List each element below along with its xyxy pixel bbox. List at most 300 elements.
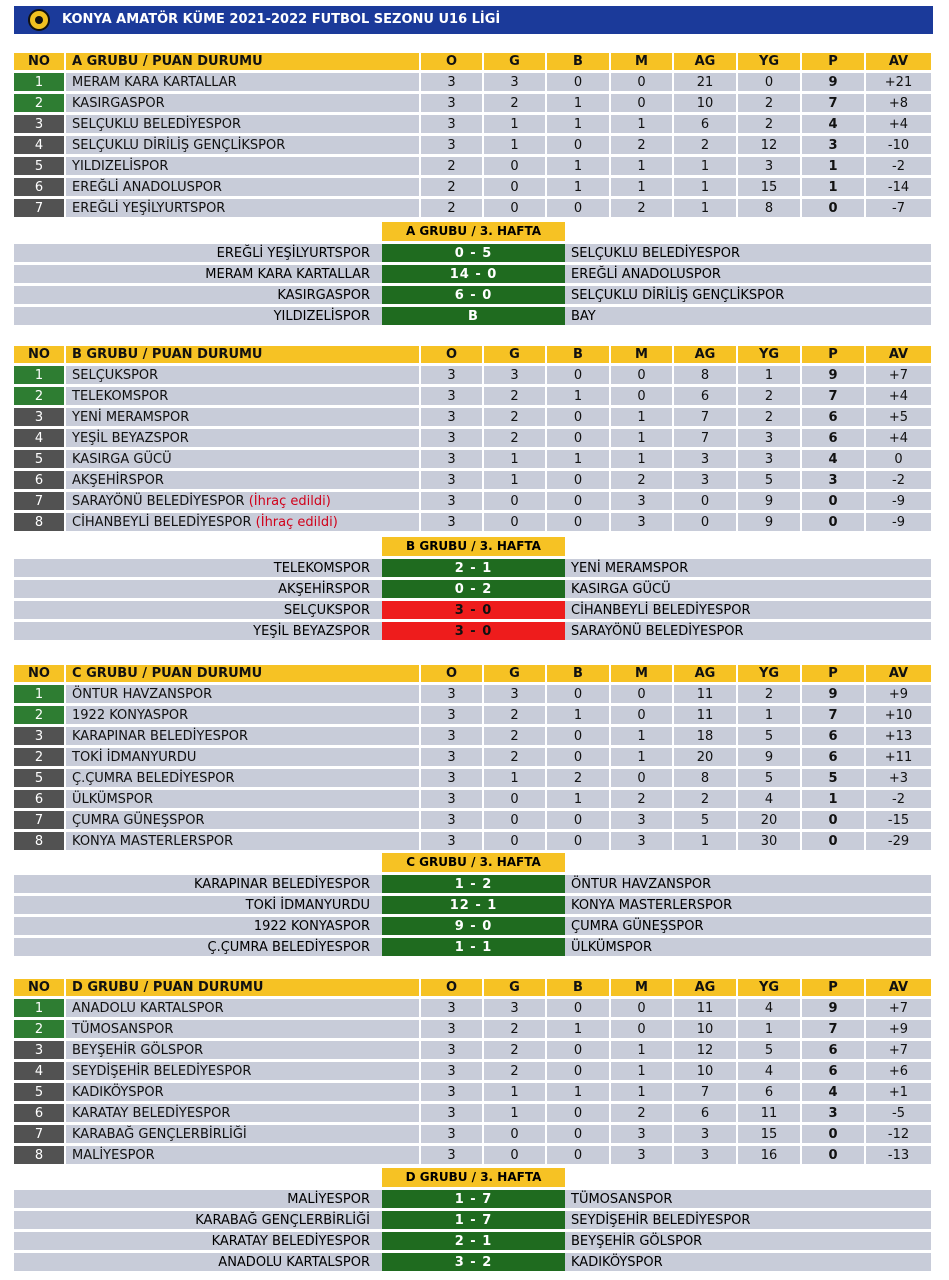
stat-cell-p: 9	[800, 73, 864, 91]
stat-cell-m: 0	[609, 1020, 672, 1038]
stat-cell-av: +11	[864, 748, 931, 766]
stat-cell-av: +7	[864, 999, 931, 1017]
home-team: YILDIZELİSPOR	[14, 307, 382, 325]
stat-cell-m: 1	[609, 429, 672, 447]
stat-cell-b: 1	[545, 790, 609, 808]
rank-cell: 4	[14, 429, 64, 447]
stat-cell-yg: 2	[736, 94, 800, 112]
match-row	[14, 601, 931, 619]
stat-cell-yg: 1	[736, 1020, 800, 1038]
match-row	[14, 286, 931, 304]
team-name-cell: ÜLKÜMSPOR	[64, 790, 419, 808]
match-score: 0 - 5	[382, 244, 565, 262]
rank-cell: 5	[14, 769, 64, 787]
column-header: NO	[14, 346, 64, 363]
column-header: M	[609, 53, 672, 70]
stat-cell-ag: 6	[672, 115, 736, 133]
stat-cell-ag: 10	[672, 1020, 736, 1038]
column-header: G	[482, 665, 545, 682]
stat-cell-yg: 11	[736, 1104, 800, 1122]
stat-cell-o: 3	[419, 94, 482, 112]
match-row	[14, 1211, 931, 1229]
stat-cell-m: 3	[609, 1146, 672, 1164]
stat-cell-p: 6	[800, 727, 864, 745]
away-team: ÇUMRA GÜNEŞSPOR	[565, 917, 931, 935]
stat-cell-av: -2	[864, 790, 931, 808]
stat-cell-yg: 9	[736, 492, 800, 510]
table-row	[14, 1125, 931, 1143]
stat-cell-o: 3	[419, 1062, 482, 1080]
stat-cell-av: +3	[864, 769, 931, 787]
stat-cell-b: 0	[545, 1041, 609, 1059]
match-score: B	[382, 307, 565, 325]
stat-cell-o: 3	[419, 513, 482, 531]
stat-cell-o: 3	[419, 136, 482, 154]
column-header: O	[419, 979, 482, 996]
team-name-cell: KADIKÖYSPOR	[64, 1083, 419, 1101]
stat-cell-o: 3	[419, 1146, 482, 1164]
stat-cell-m: 2	[609, 471, 672, 489]
match-score: 1 - 7	[382, 1211, 565, 1229]
stat-cell-o: 3	[419, 706, 482, 724]
stat-cell-p: 0	[800, 1146, 864, 1164]
stat-cell-b: 0	[545, 811, 609, 829]
home-team: TELEKOMSPOR	[14, 559, 382, 577]
stat-cell-p: 9	[800, 366, 864, 384]
table-row	[14, 1146, 931, 1164]
stat-cell-g: 2	[482, 1041, 545, 1059]
stat-cell-b: 0	[545, 366, 609, 384]
stat-cell-ag: 20	[672, 748, 736, 766]
rank-cell: 2	[14, 748, 64, 766]
table-row	[14, 832, 931, 850]
match-row	[14, 1253, 931, 1271]
stat-cell-yg: 5	[736, 1041, 800, 1059]
stat-cell-m: 0	[609, 387, 672, 405]
stat-cell-b: 0	[545, 1146, 609, 1164]
stat-cell-g: 0	[482, 199, 545, 217]
team-name-cell: SELÇUKLU DİRİLİŞ GENÇLİKSPOR	[64, 136, 419, 154]
home-team: MALİYESPOR	[14, 1190, 382, 1208]
match-row	[14, 896, 931, 914]
stat-cell-b: 1	[545, 178, 609, 196]
stat-cell-yg: 20	[736, 811, 800, 829]
away-team: SELÇUKLU BELEDİYESPOR	[565, 244, 931, 262]
table-row	[14, 748, 931, 766]
table-row	[14, 115, 931, 133]
stat-cell-o: 2	[419, 199, 482, 217]
away-team: CİHANBEYLİ BELEDİYESPOR	[565, 601, 931, 619]
stat-cell-p: 7	[800, 706, 864, 724]
stat-cell-av: -14	[864, 178, 931, 196]
match-row	[14, 875, 931, 893]
stat-cell-b: 0	[545, 73, 609, 91]
stat-cell-o: 3	[419, 832, 482, 850]
stat-cell-yg: 4	[736, 999, 800, 1017]
stat-cell-yg: 8	[736, 199, 800, 217]
results-table	[14, 872, 931, 959]
column-header: AG	[672, 53, 736, 70]
standings-header-row	[14, 53, 931, 70]
stat-cell-g: 0	[482, 1146, 545, 1164]
home-team: AKŞEHİRSPOR	[14, 580, 382, 598]
group-header: D GRUBU / PUAN DURUMU	[64, 979, 419, 996]
stat-cell-b: 0	[545, 136, 609, 154]
stat-cell-b: 0	[545, 471, 609, 489]
column-header: NO	[14, 979, 64, 996]
stat-cell-m: 3	[609, 811, 672, 829]
table-row	[14, 727, 931, 745]
table-row	[14, 1062, 931, 1080]
stat-cell-p: 7	[800, 387, 864, 405]
stat-cell-g: 3	[482, 999, 545, 1017]
table-row	[14, 136, 931, 154]
page-title-bar	[14, 6, 933, 34]
stat-cell-g: 2	[482, 706, 545, 724]
table-row	[14, 408, 931, 426]
stat-cell-o: 3	[419, 811, 482, 829]
team-name-cell: MALİYESPOR	[64, 1146, 419, 1164]
team-name-cell: SELÇUKSPOR	[64, 366, 419, 384]
stat-cell-g: 2	[482, 1020, 545, 1038]
stat-cell-g: 1	[482, 115, 545, 133]
table-row	[14, 999, 931, 1017]
match-score: 9 - 0	[382, 917, 565, 935]
league-logo-icon	[28, 9, 50, 31]
stat-cell-yg: 12	[736, 136, 800, 154]
stat-cell-ag: 8	[672, 366, 736, 384]
stat-cell-o: 3	[419, 492, 482, 510]
stat-cell-o: 3	[419, 748, 482, 766]
stat-cell-p: 0	[800, 199, 864, 217]
match-row	[14, 244, 931, 262]
stat-cell-p: 1	[800, 157, 864, 175]
rank-cell: 5	[14, 1083, 64, 1101]
stat-cell-b: 0	[545, 1104, 609, 1122]
rank-cell: 8	[14, 1146, 64, 1164]
stat-cell-g: 0	[482, 157, 545, 175]
rank-cell: 2	[14, 94, 64, 112]
stat-cell-ag: 6	[672, 1104, 736, 1122]
stat-cell-b: 1	[545, 1083, 609, 1101]
stat-cell-m: 0	[609, 94, 672, 112]
stat-cell-b: 0	[545, 492, 609, 510]
stat-cell-av: +6	[864, 1062, 931, 1080]
match-row	[14, 559, 931, 577]
team-name-cell: KONYA MASTERLERSPOR	[64, 832, 419, 850]
table-row	[14, 769, 931, 787]
stat-cell-m: 3	[609, 1125, 672, 1143]
match-row	[14, 1190, 931, 1208]
stat-cell-g: 0	[482, 513, 545, 531]
stat-cell-ag: 3	[672, 471, 736, 489]
stat-cell-yg: 3	[736, 157, 800, 175]
stat-cell-av: -9	[864, 513, 931, 531]
away-team: EREĞLİ ANADOLUSPOR	[565, 265, 931, 283]
stat-cell-p: 5	[800, 769, 864, 787]
stat-cell-ag: 11	[672, 706, 736, 724]
stat-cell-b: 1	[545, 115, 609, 133]
stat-cell-p: 0	[800, 1125, 864, 1143]
stat-cell-g: 0	[482, 492, 545, 510]
stat-cell-ag: 11	[672, 685, 736, 703]
stat-cell-ag: 5	[672, 811, 736, 829]
stat-cell-b: 0	[545, 1125, 609, 1143]
rank-cell: 1	[14, 366, 64, 384]
stat-cell-o: 3	[419, 387, 482, 405]
stat-cell-m: 3	[609, 492, 672, 510]
stat-cell-o: 3	[419, 1041, 482, 1059]
stat-cell-yg: 2	[736, 115, 800, 133]
stat-cell-ag: 11	[672, 999, 736, 1017]
home-team: YEŞİL BEYAZSPOR	[14, 622, 382, 640]
column-header: AG	[672, 979, 736, 996]
table-row	[14, 790, 931, 808]
stat-cell-b: 0	[545, 408, 609, 426]
team-name-cell: CİHANBEYLİ BELEDİYESPOR (İhraç edildi)	[64, 513, 419, 531]
stat-cell-yg: 5	[736, 727, 800, 745]
stat-cell-av: -13	[864, 1146, 931, 1164]
stat-cell-g: 1	[482, 1083, 545, 1101]
team-name-cell: YILDIZELİSPOR	[64, 157, 419, 175]
stat-cell-b: 0	[545, 685, 609, 703]
stat-cell-m: 1	[609, 1083, 672, 1101]
stat-cell-g: 1	[482, 136, 545, 154]
team-name-cell: AKŞEHİRSPOR	[64, 471, 419, 489]
stat-cell-av: -12	[864, 1125, 931, 1143]
stat-cell-g: 2	[482, 408, 545, 426]
column-header: B	[545, 665, 609, 682]
stat-cell-g: 0	[482, 1125, 545, 1143]
stat-cell-ag: 6	[672, 387, 736, 405]
stat-cell-p: 6	[800, 408, 864, 426]
table-row	[14, 199, 931, 217]
column-header: P	[800, 665, 864, 682]
stat-cell-yg: 5	[736, 769, 800, 787]
team-name-cell: MERAM KARA KARTALLAR	[64, 73, 419, 91]
stat-cell-b: 0	[545, 199, 609, 217]
home-team: KASIRGASPOR	[14, 286, 382, 304]
column-header: B	[545, 53, 609, 70]
stat-cell-av: -10	[864, 136, 931, 154]
expelled-note: (İhraç edildi)	[251, 514, 338, 530]
stat-cell-p: 6	[800, 1062, 864, 1080]
stat-cell-o: 3	[419, 115, 482, 133]
team-name-cell: KASIRGASPOR	[64, 94, 419, 112]
rank-cell: 3	[14, 408, 64, 426]
group-header: C GRUBU / PUAN DURUMU	[64, 665, 419, 682]
stat-cell-o: 3	[419, 685, 482, 703]
stat-cell-ag: 3	[672, 450, 736, 468]
stat-cell-yg: 5	[736, 471, 800, 489]
stat-cell-m: 1	[609, 1041, 672, 1059]
week-header: D GRUBU / 3. HAFTA	[382, 1168, 565, 1187]
home-team: 1922 KONYASPOR	[14, 917, 382, 935]
table-row	[14, 1041, 931, 1059]
team-name-cell: YENİ MERAMSPOR	[64, 408, 419, 426]
stat-cell-av: +4	[864, 387, 931, 405]
table-row	[14, 492, 931, 510]
team-name-cell: SEYDİŞEHİR BELEDİYESPOR	[64, 1062, 419, 1080]
stat-cell-m: 3	[609, 513, 672, 531]
stat-cell-av: +10	[864, 706, 931, 724]
column-header: P	[800, 979, 864, 996]
match-row	[14, 1232, 931, 1250]
stat-cell-ag: 10	[672, 1062, 736, 1080]
week-header: C GRUBU / 3. HAFTA	[382, 853, 565, 872]
stat-cell-av: -2	[864, 471, 931, 489]
rank-cell: 6	[14, 178, 64, 196]
stat-cell-p: 1	[800, 178, 864, 196]
stat-cell-g: 3	[482, 366, 545, 384]
column-header: P	[800, 346, 864, 363]
stat-cell-o: 2	[419, 178, 482, 196]
home-team: MERAM KARA KARTALLAR	[14, 265, 382, 283]
away-team: SARAYÖNÜ BELEDİYESPOR	[565, 622, 931, 640]
stat-cell-p: 6	[800, 429, 864, 447]
match-row	[14, 622, 931, 640]
stat-cell-ag: 18	[672, 727, 736, 745]
stat-cell-yg: 15	[736, 1125, 800, 1143]
stat-cell-g: 0	[482, 832, 545, 850]
stat-cell-g: 1	[482, 450, 545, 468]
match-score: 2 - 1	[382, 1232, 565, 1250]
expelled-note: (İhraç edildi)	[244, 493, 331, 509]
results-table	[14, 241, 931, 328]
stat-cell-ag: 1	[672, 832, 736, 850]
stat-cell-m: 2	[609, 199, 672, 217]
column-header: B	[545, 979, 609, 996]
match-row	[14, 265, 931, 283]
stat-cell-yg: 1	[736, 366, 800, 384]
stat-cell-g: 2	[482, 748, 545, 766]
column-header: M	[609, 665, 672, 682]
table-row	[14, 429, 931, 447]
match-row	[14, 917, 931, 935]
stat-cell-o: 3	[419, 1125, 482, 1143]
table-row	[14, 706, 931, 724]
match-row	[14, 580, 931, 598]
table-row	[14, 157, 931, 175]
stat-cell-p: 4	[800, 450, 864, 468]
stat-cell-g: 1	[482, 769, 545, 787]
team-name-cell: TOKİ İDMANYURDU	[64, 748, 419, 766]
stat-cell-p: 6	[800, 1041, 864, 1059]
stat-cell-p: 0	[800, 811, 864, 829]
stat-cell-yg: 4	[736, 1062, 800, 1080]
rank-cell: 3	[14, 1041, 64, 1059]
stat-cell-ag: 1	[672, 157, 736, 175]
stat-cell-ag: 7	[672, 1083, 736, 1101]
column-header: YG	[736, 346, 800, 363]
stat-cell-o: 3	[419, 1104, 482, 1122]
table-row	[14, 94, 931, 112]
stat-cell-ag: 12	[672, 1041, 736, 1059]
column-header: M	[609, 346, 672, 363]
stat-cell-av: 0	[864, 450, 931, 468]
stat-cell-ag: 1	[672, 178, 736, 196]
stat-cell-av: +8	[864, 94, 931, 112]
team-name-cell: YEŞİL BEYAZSPOR	[64, 429, 419, 447]
home-team: SELÇUKSPOR	[14, 601, 382, 619]
stat-cell-p: 1	[800, 790, 864, 808]
standings-table	[14, 662, 931, 853]
table-row	[14, 471, 931, 489]
team-name-cell: 1922 KONYASPOR	[64, 706, 419, 724]
table-row	[14, 1104, 931, 1122]
column-header: AV	[864, 53, 931, 70]
stat-cell-g: 2	[482, 94, 545, 112]
team-name-cell: TELEKOMSPOR	[64, 387, 419, 405]
column-header: NO	[14, 665, 64, 682]
stat-cell-o: 3	[419, 1020, 482, 1038]
stat-cell-g: 2	[482, 1062, 545, 1080]
stat-cell-p: 3	[800, 471, 864, 489]
away-team: KONYA MASTERLERSPOR	[565, 896, 931, 914]
column-header: YG	[736, 53, 800, 70]
stat-cell-ag: 3	[672, 1146, 736, 1164]
stat-cell-ag: 2	[672, 790, 736, 808]
column-header: P	[800, 53, 864, 70]
column-header: AG	[672, 665, 736, 682]
stat-cell-o: 3	[419, 366, 482, 384]
stat-cell-yg: 16	[736, 1146, 800, 1164]
stat-cell-b: 1	[545, 387, 609, 405]
rank-cell: 7	[14, 1125, 64, 1143]
stat-cell-p: 3	[800, 1104, 864, 1122]
table-row	[14, 811, 931, 829]
stat-cell-yg: 30	[736, 832, 800, 850]
stat-cell-g: 0	[482, 811, 545, 829]
column-header: AV	[864, 979, 931, 996]
rank-cell: 1	[14, 685, 64, 703]
stat-cell-m: 0	[609, 999, 672, 1017]
stat-cell-ag: 0	[672, 513, 736, 531]
stat-cell-m: 1	[609, 178, 672, 196]
stat-cell-av: +1	[864, 1083, 931, 1101]
column-header: O	[419, 665, 482, 682]
stat-cell-b: 0	[545, 513, 609, 531]
stat-cell-p: 0	[800, 832, 864, 850]
match-score: 6 - 0	[382, 286, 565, 304]
stat-cell-p: 0	[800, 492, 864, 510]
column-header: G	[482, 346, 545, 363]
stat-cell-b: 1	[545, 450, 609, 468]
match-score: 3 - 2	[382, 1253, 565, 1271]
rank-cell: 3	[14, 727, 64, 745]
standings-header-row	[14, 979, 931, 996]
stat-cell-av: +5	[864, 408, 931, 426]
away-team: BAY	[565, 307, 931, 325]
team-name-cell: ÇUMRA GÜNEŞSPOR	[64, 811, 419, 829]
stat-cell-b: 2	[545, 769, 609, 787]
stat-cell-ag: 1	[672, 199, 736, 217]
stat-cell-p: 4	[800, 1083, 864, 1101]
table-row	[14, 366, 931, 384]
stat-cell-ag: 7	[672, 408, 736, 426]
stat-cell-o: 3	[419, 790, 482, 808]
stat-cell-m: 0	[609, 706, 672, 724]
away-team: ÜLKÜMSPOR	[565, 938, 931, 956]
stat-cell-m: 0	[609, 73, 672, 91]
rank-cell: 6	[14, 471, 64, 489]
stat-cell-b: 1	[545, 1020, 609, 1038]
rank-cell: 6	[14, 1104, 64, 1122]
stat-cell-yg: 2	[736, 685, 800, 703]
column-header: AG	[672, 346, 736, 363]
stat-cell-av: -29	[864, 832, 931, 850]
results-table	[14, 1187, 931, 1274]
